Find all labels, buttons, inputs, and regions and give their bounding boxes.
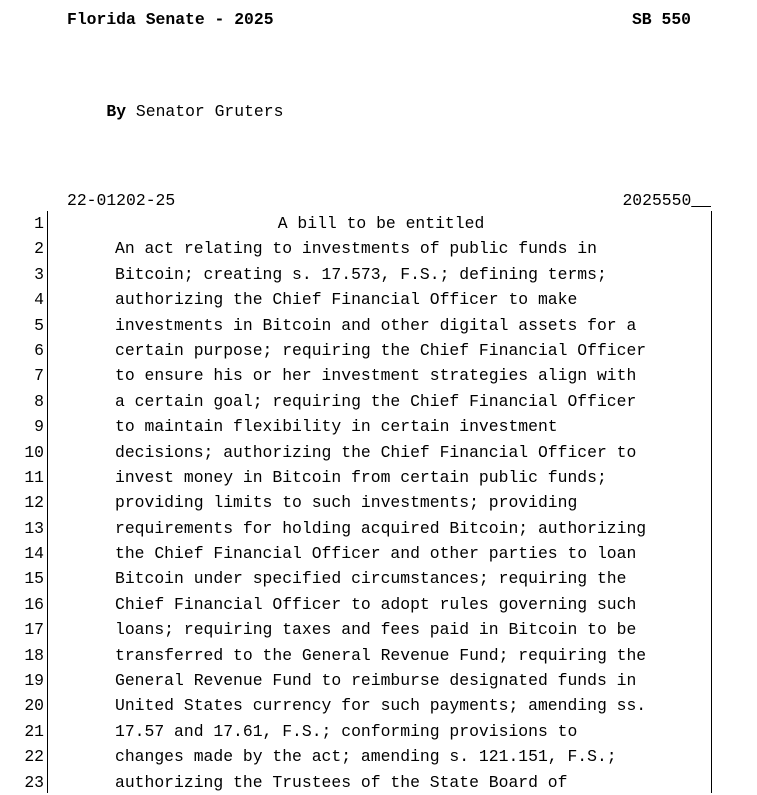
bill-line	[0, 338, 757, 363]
bill-line-number: 2	[34, 239, 44, 259]
byline	[67, 83, 283, 140]
bill-line-text: Chief Financial Officer to adopt rules governing such	[115, 594, 637, 614]
bill-line-number: 10	[24, 442, 44, 462]
bill-line-text: Bitcoin; creating s. 17.573, F.S.; defining terms;	[115, 264, 607, 284]
bill-line-text: certain purpose; requiring the Chief Financial Officer	[115, 340, 647, 360]
bill-line-number: 14	[24, 544, 44, 564]
bill-line	[0, 490, 757, 515]
bill-line	[0, 211, 757, 236]
bill-line-text: investments in Bitcoin and other digital assets for a	[115, 315, 637, 335]
bill-line-text: An act relating to investments of public funds in	[115, 239, 597, 259]
bill-line-text: A bill to be entitled	[277, 214, 485, 233]
bill-line-text: Bitcoin under specified circumstances; requiring the	[115, 569, 627, 589]
bill-line	[0, 744, 757, 769]
bill-line	[0, 287, 757, 312]
document-masthead	[67, 10, 691, 30]
chamber-session-title: Florida Senate - 2025	[67, 10, 274, 29]
bill-line	[0, 516, 757, 541]
bill-line-number: 20	[24, 696, 44, 716]
bill-line-text: United States currency for such payments; amending ss.	[115, 696, 647, 716]
bill-line-text: authorizing the Chief Financial Officer to make	[115, 290, 578, 310]
bill-line-text: decisions; authorizing the Chief Financial Officer to	[115, 442, 637, 462]
bill-line-number: 4	[34, 290, 44, 310]
bill-line-number: 1	[34, 214, 44, 233]
bill-text-body	[0, 211, 757, 793]
bill-line-text: authorizing the Trustees of the State Board of	[115, 772, 568, 792]
bill-line	[0, 389, 757, 414]
bill-line-list	[0, 211, 757, 795]
bill-line-number: 19	[24, 671, 44, 691]
byline-label: By	[106, 102, 127, 121]
bill-line-number: 12	[24, 493, 44, 513]
bill-line-number: 8	[34, 391, 44, 411]
bill-line	[0, 440, 757, 465]
bill-line	[0, 414, 757, 439]
bill-line	[0, 465, 757, 490]
filing-number-group	[622, 191, 711, 210]
bill-line	[0, 770, 757, 795]
bill-line	[0, 668, 757, 693]
bill-line	[0, 541, 757, 566]
document-number-row	[67, 191, 711, 211]
filing-number: 2025550	[622, 191, 692, 210]
bill-sponsor: Senator Gruters	[135, 102, 284, 121]
bill-line	[0, 262, 757, 287]
bill-line-text: changes made by the act; amending s. 121.151, F.S.;	[115, 747, 617, 767]
bill-line-number: 18	[24, 645, 44, 665]
bill-line-text: transferred to the General Revenue Fund; requiring the	[115, 645, 647, 665]
bill-line-number: 7	[34, 366, 44, 386]
bill-line	[0, 643, 757, 668]
bill-line-text: General Revenue Fund to reimburse designated funds in	[115, 671, 637, 691]
filing-number-blank: __	[691, 191, 711, 210]
bill-line	[0, 566, 757, 591]
bill-line-number: 17	[24, 620, 44, 640]
draft-number: 22-01202-25	[67, 191, 176, 210]
bill-line-text: requirements for holding acquired Bitcoin; authorizing	[115, 518, 647, 538]
bill-line-number: 5	[34, 315, 44, 335]
bill-line	[0, 693, 757, 718]
bill-line-number: 21	[24, 721, 44, 741]
bill-line-text: 17.57 and 17.61, F.S.; conforming provisions to	[115, 721, 578, 741]
bill-line	[0, 617, 757, 642]
bill-line	[0, 719, 757, 744]
bill-number: SB 550	[631, 10, 691, 29]
bill-line	[0, 363, 757, 388]
bill-line	[0, 592, 757, 617]
bill-line-number: 23	[24, 772, 44, 792]
bill-line-text: invest money in Bitcoin from certain public funds;	[115, 467, 607, 487]
bill-line-number: 9	[34, 417, 44, 437]
bill-line-text: to ensure his or her investment strategies align with	[115, 366, 637, 386]
bill-line-number: 6	[34, 340, 44, 360]
bill-line-text: a certain goal; requiring the Chief Financial Officer	[115, 391, 637, 411]
bill-line-text: loans; requiring taxes and fees paid in Bitcoin to be	[115, 620, 637, 640]
bill-line-number: 11	[24, 467, 44, 487]
bill-line-number: 3	[34, 264, 44, 284]
bill-line-text: providing limits to such investments; providing	[115, 493, 578, 513]
bill-line-number: 15	[24, 569, 44, 589]
bill-line-text: the Chief Financial Officer and other parties to loan	[115, 544, 637, 564]
bill-line	[0, 313, 757, 338]
bill-line-text: to maintain flexibility in certain investment	[115, 417, 558, 437]
bill-line-number: 22	[24, 747, 44, 767]
bill-line	[0, 236, 757, 261]
bill-line-number: 16	[24, 594, 44, 614]
bill-line-number: 13	[24, 518, 44, 538]
